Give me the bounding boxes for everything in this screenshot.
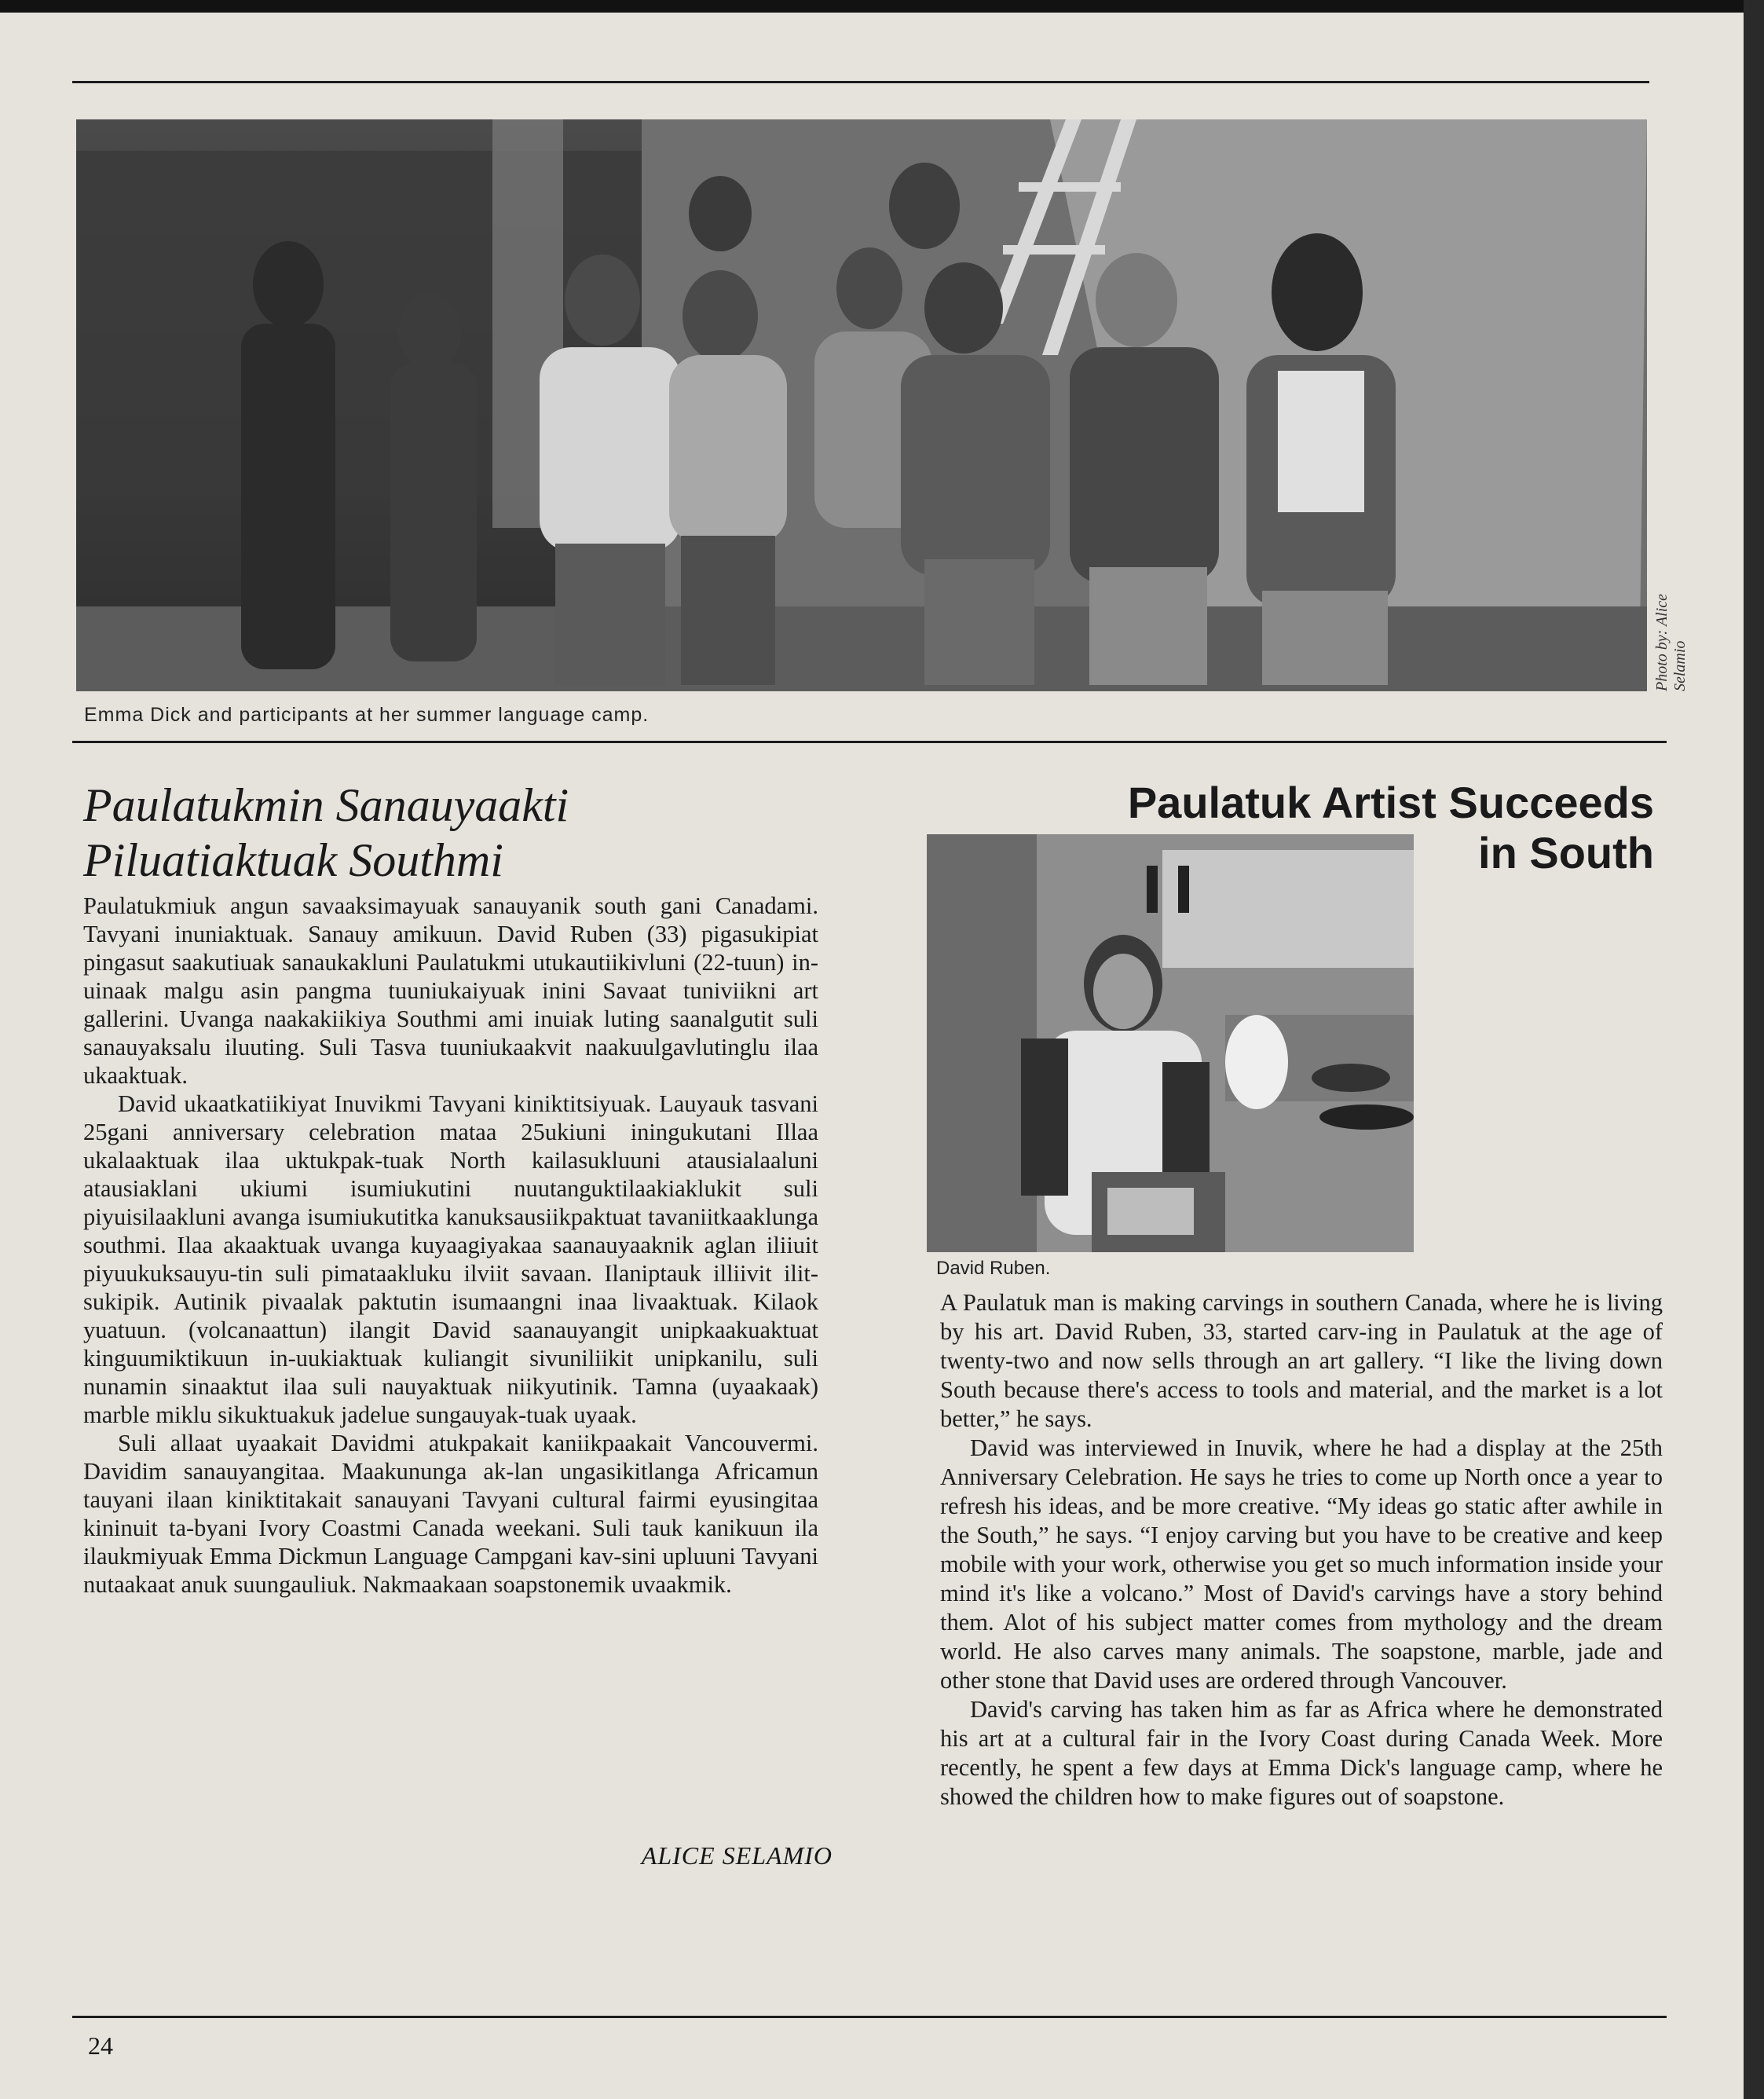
headline-line-2: Piluatiaktuak Southmi — [83, 834, 503, 886]
headline-line-1: Paulatuk Artist Succeeds — [1127, 778, 1654, 827]
page-number: 24 — [88, 2031, 113, 2060]
photo-credit: Photo by: Alice Selamio — [1653, 593, 1689, 691]
group-photo — [76, 119, 1647, 691]
artist-photo — [927, 834, 1414, 1252]
section-rule — [72, 741, 1667, 743]
scan-right-edge — [1744, 0, 1764, 2099]
byline: ALICE SELAMIO — [641, 1841, 833, 1870]
top-rule — [72, 81, 1649, 83]
footer-rule — [72, 2016, 1667, 2018]
inuvialuktun-headline — [83, 778, 790, 888]
scan-top-edge — [0, 0, 1764, 13]
article-paragraph: Suli allaat uyaakait Davidmi atukpakait kaniikpaakait Vancouvermi. Davidim sanauyangitaa. Maakununga ak-lan ungasikitlanga Africamun tauyani ilaan kiniktitakait sanauyani Tavyani cultural fairmi eyusingitaa kininuit ta-byani Ivory Coastmi Canada weekani. Suli tauk kanikuun ila ilaukmiyuak Emma Dickmun Language Campgani kav-sini upluuni Tavyani nutaakaat anuk suungauliuk. Nakmaakaan soapstonemik uvaakmik. — [83, 1430, 818, 1598]
article-paragraph: David was interviewed in Inuvik, where he had a display at the 25th Anniversary Celebration. He says he tries to come up North once a year to refresh his ideas, and be more creative. “My ideas go static after awhile in the South,” he says. “I enjoy carving but you have to be creative and keep mobile with your work, otherwise you get so much information inside your mind it's like a volcano.” Most of David's carvings have a story behind them. Alot of his subject matter comes from mythology and the dream world. He also carves many animals. The soapstone, marble, jade and other stone that David uses are ordered through Vancouver. — [940, 1434, 1663, 1694]
article-paragraph: Paulatukmiuk angun savaaksimayuak sanauyanik south gani Canadami. Tavyani inuniaktuak. Sanauy amikuun. David Ruben (33) pigasukipiat pingasut saakutiuak sanaukakluni Paulatukmi utukautiikivluni (22-tuun) in-uinaak malgu asin pangma tuuniukaiyuak inini Savaat tuniviikni art gallerini. Uvanga naakakiikiya Southmi ami inuiak luting saanalgutit suli sanauyaksalu iluuting. Suli Tasva tuuniukaakvit naakuulgavlutinglu ilaa ukaaktuak. — [83, 892, 818, 1089]
photo-caption: Emma Dick and participants at her summer language camp. — [84, 704, 650, 726]
headline-line-2: in South — [1478, 828, 1654, 877]
inuvialuktun-article-body — [83, 892, 818, 1599]
artist-photo-caption: David Ruben. — [936, 1258, 1051, 1279]
headline-line-1: Paulatukmin Sanauyaakti — [83, 779, 569, 831]
article-paragraph: A Paulatuk man is making carvings in southern Canada, where he is living by his art. David Ruben, 33, started carv-ing in Paulatuk at the age of twenty-two and now sells through an art gallery. “I like the living down South because there's access to tools and material, and the market is a lot better,” he says. — [940, 1289, 1663, 1432]
english-article-body — [940, 1288, 1663, 1811]
article-paragraph: David ukaatkatiikiyat Inuvikmi Tavyani kiniktitsiyuak. Lauyauk tasvani 25gani anniversary celebration mataa 25ukiuni iningukutani Illaa ukalaaktuak ilaa uktukpak-tuak North kailasukluuni atausialaaluni atausiaklani ukiumi isumiukutini nuutanguktilaakiaklukit suli piyuisilaakluni avanga isumiukutitka kanuksausiikpaktuat tavaniitkaaklunga southmi. Ilaa akaaktuak uvanga kuyaagiyakaa saanauyaaknik aglan iliiuit piyuukuksauyu-tin suli pimataakluku ilviit savaan. Ilaniptauk illiivit ilit-sukipik. Autinik pivaalak paktutin isumaangni inaa livaaktuak. Kilaok yuatuun. (volcanaattun) ilangit David saanauyangit unipkaakuaktuat kinguumiktikuun in-uukiaktuak kuliangit sivuniliikit unipkanilu, suli nunamin sinaaktut ilaa suli nauyaktuak niikyutinik. Tamna (uyaakaak) marble miklu sikuktuakuk jadelue sungauyak-tuak uyaak. — [83, 1090, 818, 1428]
article-paragraph: David's carving has taken him as far as Africa where he demonstrated his art at a cultural fair in the Ivory Coast during Canada Week. More recently, he spent a few days at Emma Dick's language camp, where he showed the children how to make figures out of soapstone. — [940, 1696, 1663, 1810]
